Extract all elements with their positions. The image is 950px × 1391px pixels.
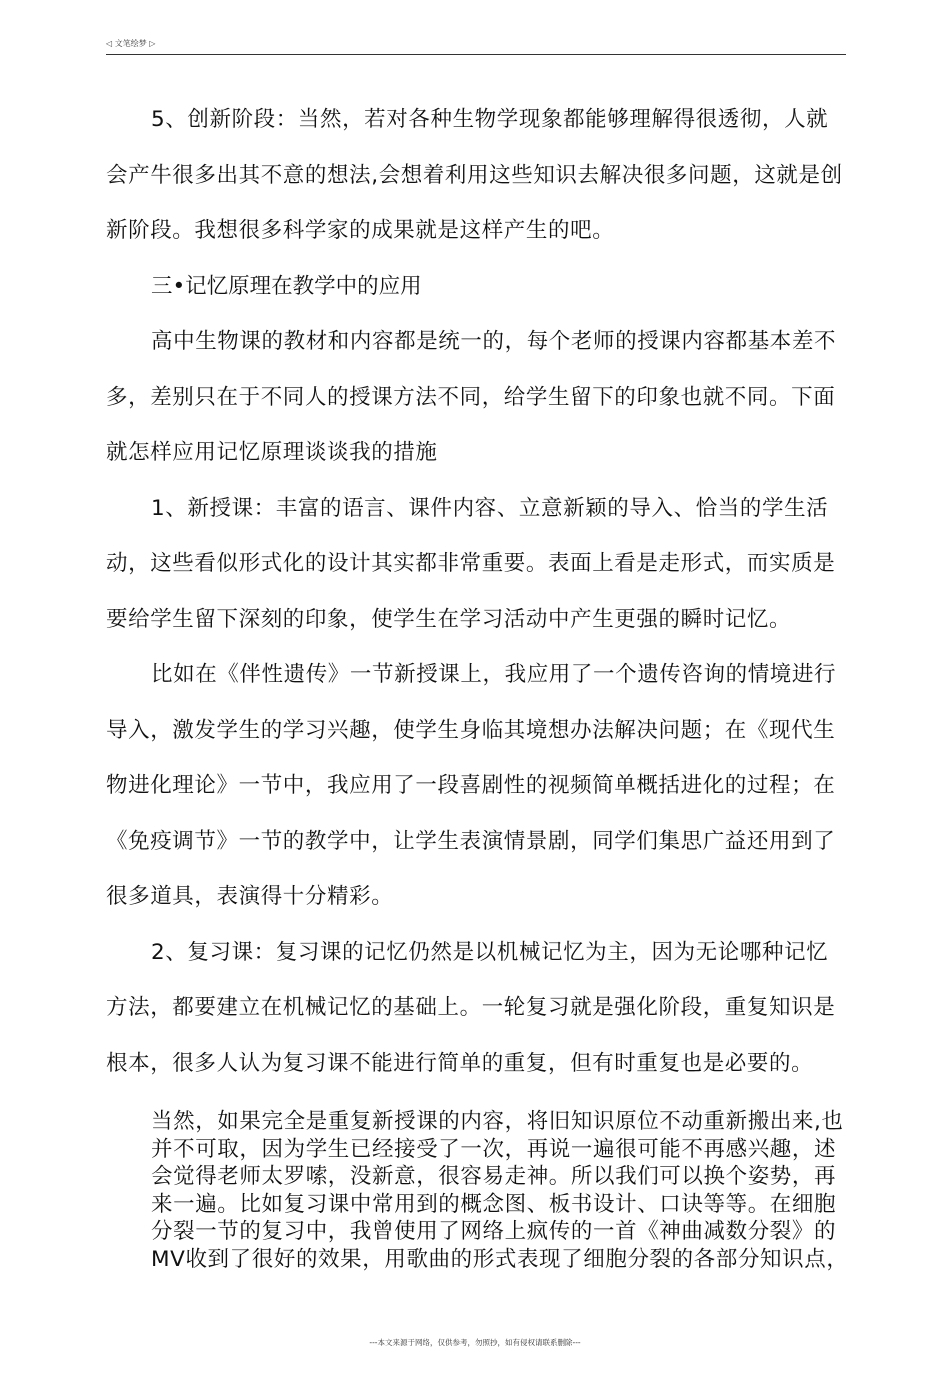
- page-header: ◁ 文笔绘梦 ▷: [106, 39, 156, 48]
- paragraph-intro: 高中生物课的教材和内容都是统一的，每个老师的授课内容都基本差不多，差别只在于不同人的授课方法不同，给学生留下的印象也就不同。下面就怎样应用记忆原理谈谈我的措施: [106, 329, 837, 465]
- paragraph-review-lesson: 2、复习课：复习课的记忆仍然是以机械记忆为主，因为无论哪种记忆方法，都要建立在机械记忆的基础上。一轮复习就是强化阶段，重复知识是根本，很多人认为复习课不能进行简单的重复，但有时重复也是必要的。: [106, 939, 836, 1076]
- paragraph-review-detail: 当然，如果完全是重复新授课的内容，将旧知识原位不动重新搬出来,也并不可取，因为学生已经接受了一次，再说一遍很可能不再感兴趣，述会觉得老师太罗嗦，没新意，很容易走神。所以我们可以换个姿势，再来一遍。比如复习课中常用到的概念图、板书设计、口诀等等。在细胞分裂一节的复习中，我曾使用了网络上疯传的一首《神曲减数分裂》的MV收到了很好的效果，用歌曲的形式表现了细胞分裂的各部分知识点，: [151, 1109, 849, 1272]
- section-heading: 三•记忆原理在教学中的应用: [151, 273, 422, 299]
- paragraph-new-lesson: 1、新授课：丰富的语言、课件内容、立意新颖的导入、恰当的学生活动，这些看似形式化的设计其实都非常重要。表面上看是走形式，而实质是要给学生留下深刻的印象，使学生在学习活动中产生更强的瞬时记忆。: [106, 495, 836, 632]
- header-divider: [106, 54, 846, 55]
- paragraph-innovation-stage: 5、创新阶段：当然，若对各种生物学现象都能够理解得很透彻，人就会产牛很多出其不意的想法,会想着利用这些知识去解决很多问题，这就是创新阶段。我想很多科学家的成果就是这样产生的吧。: [106, 107, 843, 243]
- document-body: [106, 92, 846, 1091]
- page-footer: ---本文来源于网络，仅供参考，勿照抄，如有侵权请联系删除---: [369, 1338, 581, 1347]
- paragraph-examples: 比如在《伴性遗传》一节新授课上，我应用了一个遗传咨询的情境进行导入，激发学生的学习兴趣，使学生身临其境想办法解决问题；在《现代生物进化理论》一节中，我应用了一段喜剧性的视频简单概括进化的过程；在《免疫调节》一节的教学中，让学生表演情景剧，同学们集思广益还用到了很多道具，表演得十分精彩。: [106, 662, 837, 909]
